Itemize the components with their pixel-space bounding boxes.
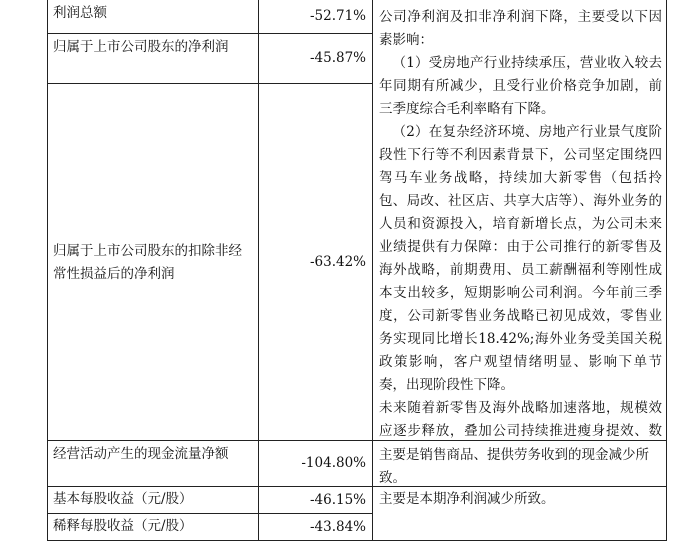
row-name-label: 基本每股收益（元/股） bbox=[53, 491, 193, 507]
row-name-label: 归属于上市公司股东的扣除非经常性损益后的净利润 bbox=[53, 243, 242, 282]
row-name-total-profit bbox=[48, 0, 259, 33]
reason-intro: 公司净利润及扣非净利润下降，主要受以下因素影响： bbox=[379, 9, 662, 48]
reason-eps bbox=[373, 486, 667, 540]
row-change-deducted-net-profit bbox=[259, 83, 373, 440]
change-value: -52.71% bbox=[309, 8, 366, 24]
row-name-net-profit bbox=[48, 33, 259, 83]
reason-cash-flow bbox=[373, 440, 667, 486]
change-value: -46.15% bbox=[309, 491, 366, 508]
row-name-label: 归属于上市公司股东的净利润 bbox=[53, 39, 229, 55]
row-name-operating-cash-flow bbox=[48, 440, 259, 486]
financial-change-table bbox=[47, 0, 667, 541]
row-change-diluted-eps bbox=[259, 513, 373, 540]
reason-outlook: 未来随着新零售及海外战略加速落地，规模效应逐步释放，叠加公司持续推进瘦身提效、数 bbox=[379, 400, 662, 439]
row-change-total-profit bbox=[259, 0, 373, 33]
reason-profit-decline bbox=[373, 0, 667, 440]
row-change-net-profit bbox=[259, 33, 373, 83]
row-name-basic-eps bbox=[48, 486, 259, 513]
change-value: -43.84% bbox=[309, 518, 366, 535]
row-name-deducted-net-profit bbox=[48, 83, 259, 440]
change-value: -45.87% bbox=[309, 50, 366, 66]
reason-cash-text: 主要是销售商品、提供劳务收到的现金减少所致。 bbox=[379, 447, 649, 486]
reason-item-1: （1）受房地产行业持续承压，营业收入较去年同期有所减少，且受行业价格竞争加剧，前三季度综合毛利率略有下降。 bbox=[379, 55, 662, 117]
row-name-diluted-eps bbox=[48, 513, 259, 540]
row-change-basic-eps bbox=[259, 486, 373, 513]
reason-item-2: （2）在复杂经济环境、房地产行业景气度阶段性下行等不利因素背景下，公司坚定围绕四驾马车业务战略，持续加大新零售（包括拎包、局改、社区店、共享大店等）、海外业务的人员和资源投入，培育新增长点，为公司未来业绩提供有力保障：由于公司推行的新零售及海外战略，前期费用、员工薪酬福利等刚性成本支出较多，短期影响公司利润。今年前三季度，公司新零售业务战略已初见成效，零售业务实现同比增长18.42%;海外业务受美国关税政策影响，客户观望情绪明显、影响下单节奏，出现阶段性下降。 bbox=[379, 124, 662, 393]
row-name-label: 经营活动产生的现金流量净额 bbox=[53, 446, 229, 462]
row-change-operating-cash-flow bbox=[259, 440, 373, 486]
row-name-label: 利润总额 bbox=[53, 5, 107, 21]
reason-eps-text: 主要是本期净利润减少所致。 bbox=[379, 491, 555, 507]
change-value: -63.42% bbox=[309, 253, 366, 270]
change-value: -104.80% bbox=[301, 455, 366, 471]
row-name-label: 稀释每股收益（元/股） bbox=[53, 518, 193, 534]
